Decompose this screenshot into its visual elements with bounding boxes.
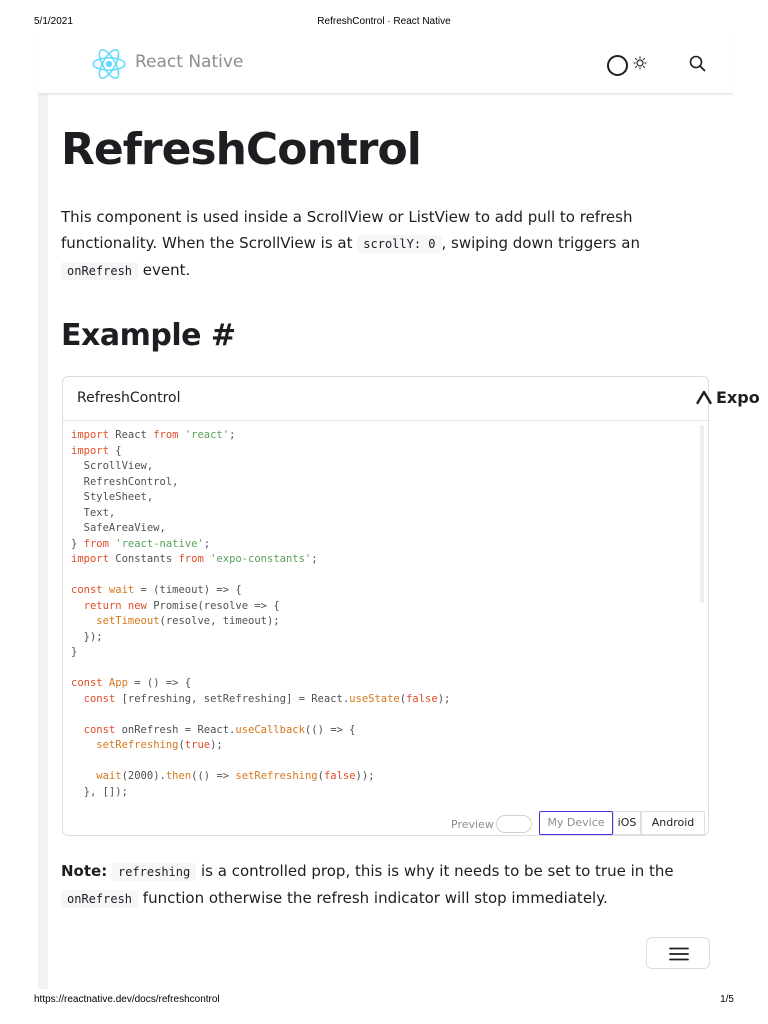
code-line <box>71 599 697 615</box>
code-line <box>71 583 697 599</box>
code-line <box>71 490 697 506</box>
code-token: }); <box>71 630 103 643</box>
code-token: [refreshing, setRefreshing] = React. <box>115 692 350 705</box>
code-token: useState <box>349 692 400 705</box>
code-token: RefreshControl, <box>71 475 179 488</box>
code-token: ; <box>311 553 318 565</box>
code-token: wait <box>102 584 135 596</box>
search-icon[interactable] <box>689 55 706 72</box>
code-token: React <box>108 429 154 441</box>
hamburger-menu-icon <box>669 947 689 961</box>
code-token <box>71 615 96 627</box>
print-header <box>0 16 768 30</box>
platform-ios[interactable]: iOS <box>613 811 641 835</box>
code-token: onRefresh = React. <box>115 723 236 736</box>
navbar <box>38 34 733 94</box>
code-token <box>71 693 84 705</box>
code-line <box>71 552 697 568</box>
code-token: = (timeout) => { <box>134 584 242 596</box>
code-token: } <box>71 646 78 658</box>
snack-player <box>62 376 760 836</box>
platform-android[interactable]: Android <box>641 811 705 835</box>
code-token: (resolve, timeout); <box>159 615 280 627</box>
platform-my-device[interactable]: My Device <box>539 811 613 835</box>
code-scrollbar[interactable] <box>700 425 704 603</box>
code-token: ( <box>317 770 324 782</box>
code-token: true <box>184 739 211 751</box>
theme-toggle-icon[interactable] <box>607 55 628 76</box>
code-token: ( <box>178 739 185 751</box>
code-token: Constants <box>108 553 179 565</box>
code-token: return <box>83 599 122 612</box>
print-page-number: 1/5 <box>720 994 734 1005</box>
page-title: RefreshControl <box>61 124 421 175</box>
code-token: import <box>71 553 109 565</box>
code-token: } <box>71 537 84 550</box>
code-token: ); <box>437 692 451 705</box>
menu-button[interactable] <box>646 937 710 969</box>
code-token: ; <box>229 429 236 441</box>
code-token: setTimeout <box>96 615 160 627</box>
code-line <box>71 537 697 553</box>
code-token: from <box>178 553 204 565</box>
code-token: 'react-native' <box>108 537 204 550</box>
code-line <box>71 645 697 661</box>
print-url: https://reactnative.dev/docs/refreshcontrol <box>34 994 220 1005</box>
preview-label: Preview <box>451 818 494 831</box>
preview-toggle[interactable] <box>496 815 532 833</box>
inline-code-onrefresh: onRefresh <box>61 262 138 280</box>
code-line <box>71 723 697 739</box>
code-token: import <box>71 444 109 457</box>
react-logo-icon[interactable] <box>90 48 128 80</box>
code-token: setRefreshing <box>96 739 179 751</box>
code-line <box>71 754 697 770</box>
snack-footer <box>63 791 708 837</box>
code-token: ScrollView, <box>71 460 154 472</box>
code-token: }, []); <box>71 785 128 798</box>
note-paragraph <box>61 858 701 912</box>
code-token: const <box>71 677 103 689</box>
code-token: Text, <box>71 506 116 519</box>
code-token: false <box>406 692 438 705</box>
code-token: const <box>83 723 116 736</box>
code-token: false <box>323 770 356 782</box>
code-token: useCallback <box>235 723 305 736</box>
expo-label: Expo <box>716 388 760 407</box>
brand-title[interactable]: React Native <box>135 52 244 72</box>
code-line <box>71 568 697 584</box>
intro-text-3: event. <box>138 261 191 279</box>
code-token: new <box>121 599 147 612</box>
code-token: Promise(resolve => { <box>146 599 280 612</box>
code-token: then <box>165 770 192 782</box>
code-editor[interactable] <box>63 421 697 798</box>
snack-title: RefreshControl <box>77 390 181 406</box>
code-token: )); <box>355 770 375 782</box>
code-token: (2000). <box>121 770 166 782</box>
code-token: ); <box>210 739 223 751</box>
code-line <box>71 614 697 630</box>
code-token <box>71 600 84 612</box>
intro-text-1: This component is used inside a ScrollView or ListView to add pull to refresh functionality. When the ScrollView is at <box>61 208 633 252</box>
page-left-edge <box>38 34 48 989</box>
code-token: import <box>71 429 109 441</box>
code-token <box>71 739 96 751</box>
inline-code-scrolly: scrollY: 0 <box>357 235 441 253</box>
intro-text-2: , swiping down triggers an <box>441 234 640 252</box>
code-token: = () => { <box>127 677 192 689</box>
code-token: const <box>83 692 116 705</box>
intro-paragraph <box>61 204 661 284</box>
code-token: ; <box>203 537 211 550</box>
code-line <box>71 661 697 677</box>
code-line <box>71 475 697 491</box>
code-line <box>71 444 697 460</box>
code-line <box>71 630 697 646</box>
code-token <box>71 770 96 782</box>
print-footer <box>0 994 768 1008</box>
code-token: App <box>102 677 128 689</box>
code-line <box>71 428 697 444</box>
code-token: const <box>71 584 103 596</box>
code-token <box>71 724 84 736</box>
inline-code-onrefresh-note: onRefresh <box>61 890 138 908</box>
code-token: (() => { <box>304 723 356 736</box>
code-token: 'react' <box>178 429 230 441</box>
code-line <box>71 506 697 522</box>
expo-icon <box>696 390 712 404</box>
code-token: ( <box>399 692 407 705</box>
code-line <box>71 676 697 692</box>
code-token: wait <box>96 770 122 782</box>
print-date: 5/1/2021 <box>34 16 73 27</box>
note-label: Note: <box>61 862 108 880</box>
example-heading: Example # <box>61 318 236 353</box>
sun-icon[interactable] <box>633 56 647 70</box>
code-token: StyleSheet, <box>71 491 154 503</box>
code-token: (() => <box>191 770 236 782</box>
code-token: from <box>83 537 109 550</box>
code-token: from <box>153 429 179 441</box>
code-line <box>71 459 697 475</box>
code-token: 'expo-constants' <box>203 553 312 565</box>
code-line <box>71 521 697 537</box>
code-line <box>71 769 697 785</box>
code-token: SafeAreaView, <box>71 522 166 534</box>
print-title: RefreshControl · React Native <box>317 16 451 27</box>
code-line <box>71 707 697 723</box>
code-line <box>71 692 697 708</box>
note-text-2: function otherwise the refresh indicator will stop immediately. <box>138 889 608 907</box>
code-line <box>71 738 697 754</box>
snack-header <box>63 377 760 421</box>
inline-code-refreshing: refreshing <box>112 863 196 881</box>
code-token: setRefreshing <box>235 770 318 782</box>
note-text-1: is a controlled prop, this is why it needs to be set to true in the <box>196 862 674 880</box>
code-token: { <box>108 444 122 457</box>
